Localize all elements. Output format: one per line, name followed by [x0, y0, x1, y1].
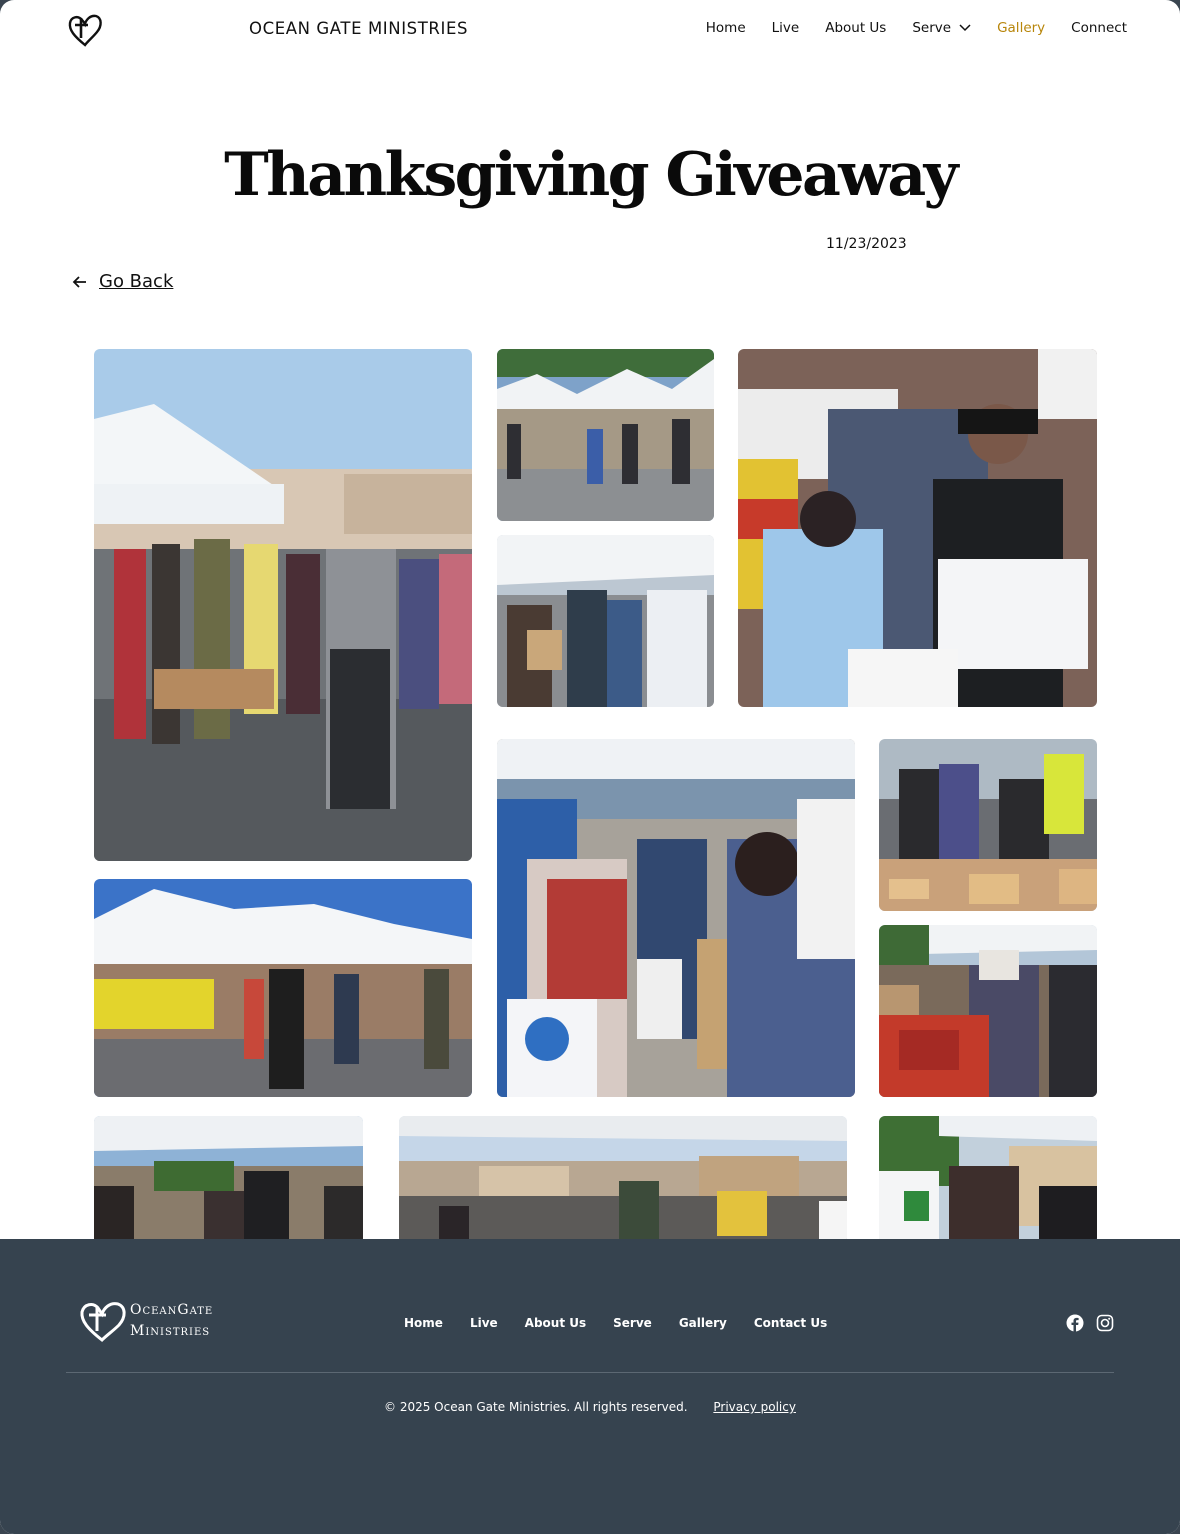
facebook-icon[interactable] [1066, 1314, 1084, 1332]
main-nav [680, 20, 1127, 36]
photo-stove-top-packing[interactable] [738, 349, 1097, 707]
nav-serve[interactable] [912, 20, 971, 36]
footer-nav-live[interactable]: Live [469, 1316, 498, 1330]
footer-nav-contact-us[interactable]: Contact Us [753, 1316, 828, 1330]
heart-cross-logo-icon [78, 1299, 128, 1343]
footer-logo-text [130, 1300, 213, 1342]
instagram-icon[interactable] [1096, 1314, 1114, 1332]
event-date: 11/23/2023 [826, 236, 907, 252]
photo-bagging-vegetables[interactable] [497, 739, 855, 1097]
footer-nav-about-us[interactable]: About Us [524, 1316, 587, 1330]
photo-neighborhood[interactable] [399, 1116, 847, 1244]
photo-tents-wide[interactable] [497, 349, 714, 521]
photo-chips-table[interactable] [879, 925, 1097, 1097]
go-back-link[interactable] [71, 271, 173, 292]
site-header [0, 0, 1180, 60]
nav-serve-label: Serve [912, 20, 952, 36]
heart-cross-logo-icon[interactable] [66, 12, 104, 48]
photo-volunteer-boxes[interactable] [497, 535, 714, 707]
footer-logo-line2: Ministries [130, 1323, 211, 1339]
privacy-policy-link[interactable]: Privacy policy [713, 1400, 796, 1414]
nav-live[interactable]: Live [771, 20, 800, 36]
arrow-left-icon [71, 273, 89, 291]
footer-logo-line1: OceanGate [130, 1302, 214, 1318]
site-brand[interactable]: OCEAN GATE MINISTRIES [249, 19, 469, 38]
nav-gallery[interactable]: Gallery [997, 20, 1046, 36]
footer-nav-gallery[interactable]: Gallery [678, 1316, 727, 1330]
footer-divider [66, 1372, 1114, 1373]
footer-nav-home[interactable]: Home [404, 1316, 443, 1330]
photo-crowd-left[interactable] [94, 1116, 363, 1244]
footer-nav-serve[interactable]: Serve [613, 1316, 652, 1330]
chevron-down-icon [959, 23, 971, 33]
nav-about-us[interactable]: About Us [825, 20, 887, 36]
social-links [1054, 1314, 1114, 1332]
site-footer [0, 1239, 1180, 1534]
photo-tents-produce[interactable] [94, 879, 472, 1097]
footer-logo[interactable] [78, 1299, 213, 1343]
page-title: Thanksgiving Giveaway [224, 140, 956, 210]
footer-nav [404, 1316, 854, 1330]
nav-home[interactable]: Home [705, 20, 746, 36]
copyright-text: © 2025 Ocean Gate Ministries. All rights reserved. [384, 1400, 688, 1414]
photo-volunteer-right[interactable] [879, 1116, 1097, 1244]
photo-group-prayer[interactable] [94, 349, 472, 861]
nav-connect[interactable]: Connect [1071, 20, 1127, 36]
photo-bread-table[interactable] [879, 739, 1097, 911]
go-back-label: Go Back [99, 271, 174, 292]
footer-bottom [0, 1400, 1180, 1414]
